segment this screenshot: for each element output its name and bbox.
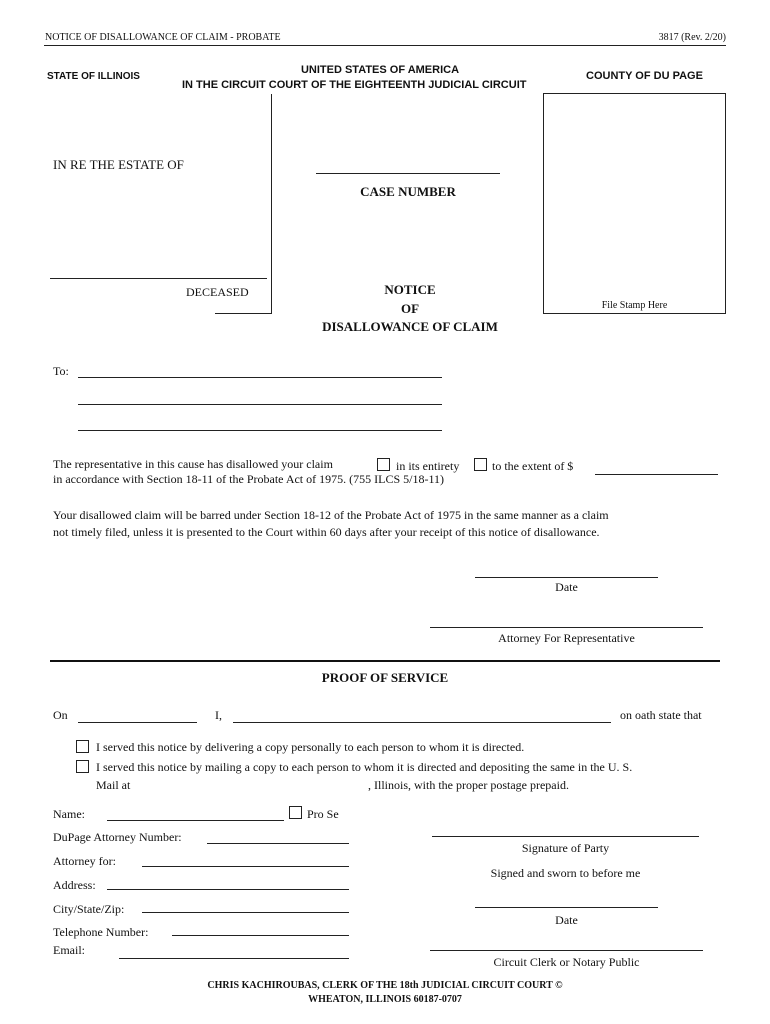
mail-service-label: I served this notice by mailing a copy to each person to whom it is directed and depositing the same in the U. S. — [96, 760, 633, 774]
header-rule — [44, 45, 726, 46]
city-label: City/State/Zip: — [53, 902, 125, 916]
court-label: IN THE CIRCUIT COURT OF THE EIGHTEENTH JUDICIAL CIRCUIT — [182, 79, 527, 91]
telephone-label: Telephone Number: — [53, 925, 149, 939]
on-label: On — [53, 708, 68, 722]
title-of: OF — [400, 301, 420, 316]
footer-clerk: CHRIS KACHIROUBAS, CLERK OF THE 18th JUDICIAL CIRCUIT COURT © — [207, 980, 563, 991]
proof-date-label: Date — [555, 913, 578, 927]
clerk-signature-line[interactable] — [430, 950, 703, 951]
estate-name-line[interactable] — [50, 278, 267, 279]
accordance-text: in accordance with Section 18-11 of the Probate Act of 1975. (755 ILCS 5/18-11) — [53, 472, 445, 486]
to-line-1[interactable] — [78, 377, 442, 378]
telephone-line[interactable] — [172, 935, 349, 936]
deceased-label: DECEASED — [186, 285, 249, 299]
i-label: I, — [215, 708, 222, 722]
notice-date-label: Date — [555, 580, 578, 594]
footer-address: WHEATON, ILLINOIS 60187-0707 — [308, 994, 462, 1005]
county-label: COUNTY OF DU PAGE — [586, 70, 703, 82]
to-label: To: — [53, 364, 69, 378]
claim-text: The representative in this cause has disallowed your claim — [53, 457, 333, 471]
barred-line-2: not timely filed, unless it is presented to the Court within 60 days after your receipt of this notice of disallowance. — [53, 525, 600, 539]
notice-date-line[interactable] — [475, 577, 658, 578]
pro-se-label: Pro Se — [307, 807, 339, 821]
estate-label: IN RE THE ESTATE OF — [53, 157, 184, 172]
oath-label: on oath state that — [620, 708, 702, 722]
name-label: Name: — [53, 807, 85, 821]
extent-amount-line[interactable] — [595, 474, 718, 475]
file-stamp-box — [543, 93, 726, 314]
attorney-for-line[interactable] — [142, 866, 349, 867]
server-name-line[interactable] — [233, 722, 611, 723]
entirety-label: in its entirety — [396, 459, 460, 473]
attorney-signature-line[interactable] — [430, 627, 703, 628]
extent-label: to the extent of $ — [492, 459, 574, 473]
state-label: STATE OF ILLINOIS — [47, 71, 140, 82]
country-label: UNITED STATES OF AMERICA — [300, 64, 460, 76]
personal-service-label: I served this notice by delivering a copy personally to each person to whom it is directed. — [96, 740, 525, 754]
attorney-label: Attorney For Representative — [498, 631, 635, 645]
title-notice: NOTICE — [384, 282, 436, 297]
sworn-label: Signed and sworn to before me — [490, 866, 641, 880]
form-title: NOTICE OF DISALLOWANCE OF CLAIM - PROBATE — [45, 32, 281, 43]
signature-label: Signature of Party — [521, 841, 610, 855]
form-number: 3817 (Rev. 2/20) — [658, 32, 726, 43]
proof-heading: PROOF OF SERVICE — [321, 670, 449, 685]
attorney-for-label: Attorney for: — [53, 854, 116, 868]
file-stamp-label: File Stamp Here — [601, 300, 668, 311]
section-divider — [50, 660, 720, 662]
address-label: Address: — [53, 878, 96, 892]
city-line[interactable] — [142, 912, 349, 913]
name-line[interactable] — [107, 820, 284, 821]
on-date-line[interactable] — [78, 722, 197, 723]
email-label: Email: — [53, 943, 85, 957]
case-number-line[interactable] — [316, 173, 500, 174]
mail-service-checkbox[interactable] — [76, 760, 89, 773]
address-line[interactable] — [107, 889, 349, 890]
barred-line-1: Your disallowed claim will be barred under Section 18-12 of the Probate Act of 1975 in the same manner as a claim — [53, 508, 609, 522]
mail-postage-label: , Illinois, with the proper postage prepaid. — [368, 778, 569, 792]
to-line-3[interactable] — [78, 430, 442, 431]
dupage-attorney-label: DuPage Attorney Number: — [53, 830, 182, 844]
mail-at-label: Mail at — [96, 778, 131, 792]
title-disallowance: DISALLOWANCE OF CLAIM — [322, 319, 498, 334]
case-number-label: CASE NUMBER — [360, 184, 456, 199]
to-line-2[interactable] — [78, 404, 442, 405]
proof-date-line[interactable] — [475, 907, 658, 908]
party-signature-line[interactable] — [432, 836, 699, 837]
clerk-label: Circuit Clerk or Notary Public — [493, 955, 640, 969]
dupage-attorney-line[interactable] — [207, 843, 349, 844]
pro-se-checkbox[interactable] — [289, 806, 302, 819]
email-line[interactable] — [119, 958, 349, 959]
extent-checkbox[interactable] — [474, 458, 487, 471]
estate-bracket — [271, 94, 272, 314]
personal-service-checkbox[interactable] — [76, 740, 89, 753]
entirety-checkbox[interactable] — [377, 458, 390, 471]
